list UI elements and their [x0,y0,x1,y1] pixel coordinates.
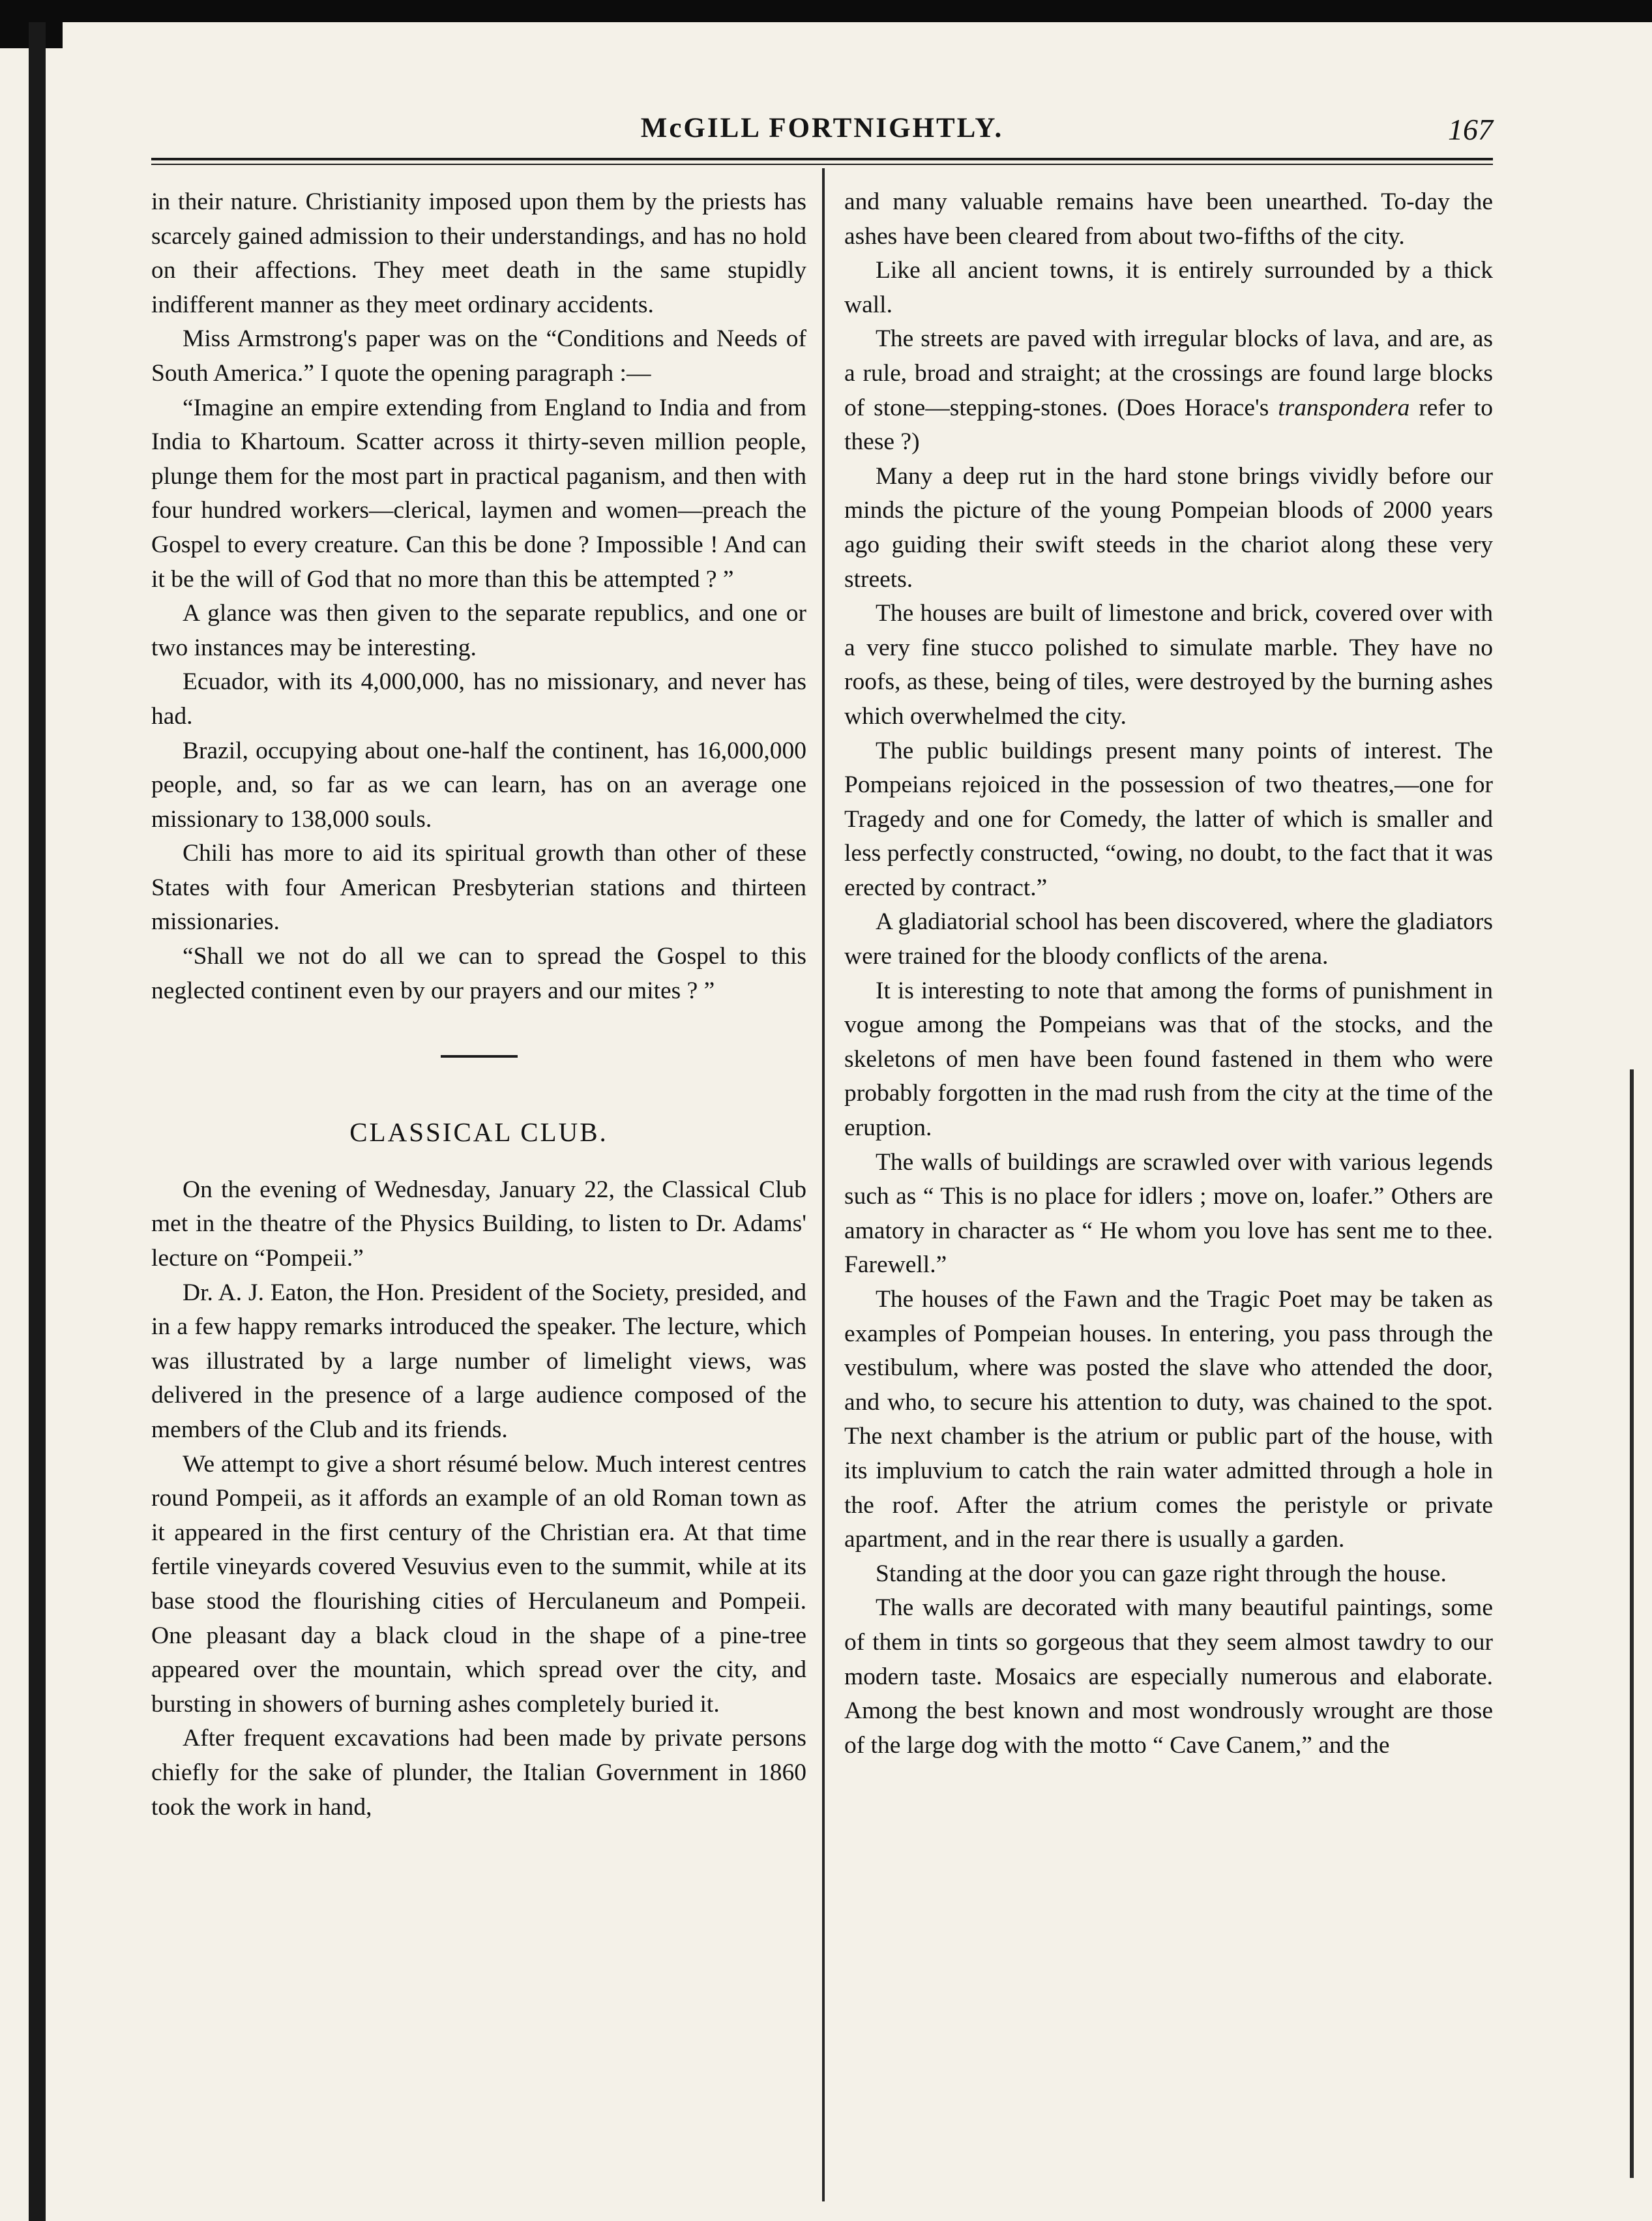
paragraph: “Shall we not do all we can to spread the Gospel to this neglected continent even by our prayers and our mites ? ” [151,943,806,1004]
running-title: McGILL FORTNIGHTLY. [640,113,1004,143]
paragraph: and many valuable remains have been unearthed. To-day the ashes have been cleared from about two-fifths of the city. [844,188,1493,250]
paragraph: Standing at the door you can gaze right through the house. [876,1560,1447,1587]
paragraph: We attempt to give a short résumé below. Much interest centres round Pompeii, as it affords an example of an old Roman town as it appeared in the first century of the Christian era. At that time fertile vineyards covered Vesuvius even to the summit, while at its base stood the flourishing cities of Herculaneum and Pompeii. One pleasant day a black cloud in the shape of a pine-tree appeared over the mountain, which spread over the city, and bursting in showers of burning ashes completely buried it. [151,1450,806,1718]
paragraph: After frequent excavations had been made by private persons chiefly for the sake of plunder, the Italian Government in 1860 took the work in hand, [151,1725,806,1821]
paragraph: A gladiatorial school has been discovered, where the gladiators were trained for the bloody conflicts of the arena. [844,908,1493,970]
paragraph [844,322,1493,459]
paragraph: “Imagine an empire extending from England to India and from India to Khartoum. Scatter across it thirty-seven million people, plunge them for the most part in practical paganism, and then with four hundred workers—clerical, laymen and women—preach the Gospel to every creature. Can this be done ? Impossible ! And can it be the will of God that no more than this be attempted ? ” [151,394,806,593]
paragraph: Many a deep rut in the hard stone brings vividly before our minds the picture of the young Pompeian bloods of 2000 years ago guiding their swift steeds in the chariot along these very streets. [844,462,1493,593]
scan-left-border [29,22,46,2221]
paragraph: The houses of the Fawn and the Tragic Poet may be taken as examples of Pompeian houses. In entering, you pass through the vestibulum, where was posted the slave who attended the door, and who, to secure his attention to duty, was chained to the spot. The next chamber is the atrium or public part of the house, with its impluvium to catch the rain water admitted through a hole in the roof. After the atrium comes the peristyle or private apartment, and in the rear there is usually a garden. [844,1286,1493,1553]
column-divider [822,168,825,2201]
paragraph: Brazil, occupying about one-half the continent, has 16,000,000 people, and, so far as we can learn, has on an average one missionary to 138,000 souls. [151,737,806,833]
paragraph-text: refer to these ?) [844,394,1493,456]
header-rule-thin [151,164,1493,165]
paragraph: The walls are decorated with many beautiful paintings, some of them in tints so gorgeous that they seem almost tawdry to our modern taste. Mosaics are especially numerous and elaborate. Among the best known and most wondrously wrought are those of the large dog with the motto “ Cave Canem,” and the [844,1594,1493,1759]
paragraph: The houses are built of limestone and brick, covered over with a very fine stucco polished to simulate marble. They have no roofs, as these, being of tiles, were destroyed by the burning ashes which overwhelmed the city. [844,600,1493,730]
page-header [151,112,1493,159]
right-column [844,185,1493,2207]
paragraph: Miss Armstrong's paper was on the “Conditions and Needs of South America.” I quote the opening paragraph :— [151,325,806,387]
paragraph: in their nature. Christianity imposed upon them by the priests has scarcely gained admission to their understandings, and has no hold on their affections. They meet death in the same stupidly indifferent manner as they meet ordinary accidents. [151,188,806,318]
section-separator [441,1055,518,1058]
latin-term: transpondera [1278,394,1410,421]
page-number: 167 [1448,113,1493,146]
paragraph-text: The streets are paved with irregular blocks of lava, and are, as a rule, broad and straight; at the crossings are found large blocks of stone—stepping-stones. (Does Horace's [844,325,1493,421]
paragraph: The public buildings present many points of interest. The Pompeians rejoiced in the possession of two theatres,—one for Tragedy and one for Comedy, the latter of which is smaller and less perfectly constructed, “owing, no doubt, to the fact that it was erected by contract.” [844,737,1493,901]
paragraph: On the evening of Wednesday, January 22, the Classical Club met in the theatre of the Physics Building, to listen to Dr. Adams' lecture on “Pompeii.” [151,1176,806,1272]
paragraph: A glance was then given to the separate republics, and one or two instances may be interesting. [151,600,806,661]
left-column [151,185,806,2207]
scan-top-border [0,0,1652,22]
paragraph: It is interesting to note that among the forms of punishment in vogue among the Pompeians was that of the stocks, and the skeletons of men have been found fastened in them who were probably forgotten in the mad rush from the city at the time of the eruption. [844,977,1493,1142]
paragraph: The walls of buildings are scrawled over with various legends such as “ This is no place for idlers ; move on, loafer.” Others are amatory in character as “ He whom you love has sent me to thee. Farewell.” [844,1148,1493,1279]
paragraph: Dr. A. J. Eaton, the Hon. President of the Society, presided, and in a few happy remarks introduced the speaker. The lecture, which was illustrated by a large number of limelight views, was delivered in the presence of a large audience composed of the members of the Club and its friends. [151,1279,806,1443]
paragraph: Like all ancient towns, it is entirely surrounded by a thick wall. [844,257,1493,318]
section-heading: CLASSICAL CLUB. [349,1117,608,1148]
paragraph: Ecuador, with its 4,000,000, has no missionary, and never has had. [151,668,806,730]
scan-right-edge [1630,1069,1634,2178]
header-rule [151,158,1493,160]
paragraph: Chili has more to aid its spiritual growth than other of these States with four American Presbyterian stations and thirteen missionaries. [151,840,806,936]
